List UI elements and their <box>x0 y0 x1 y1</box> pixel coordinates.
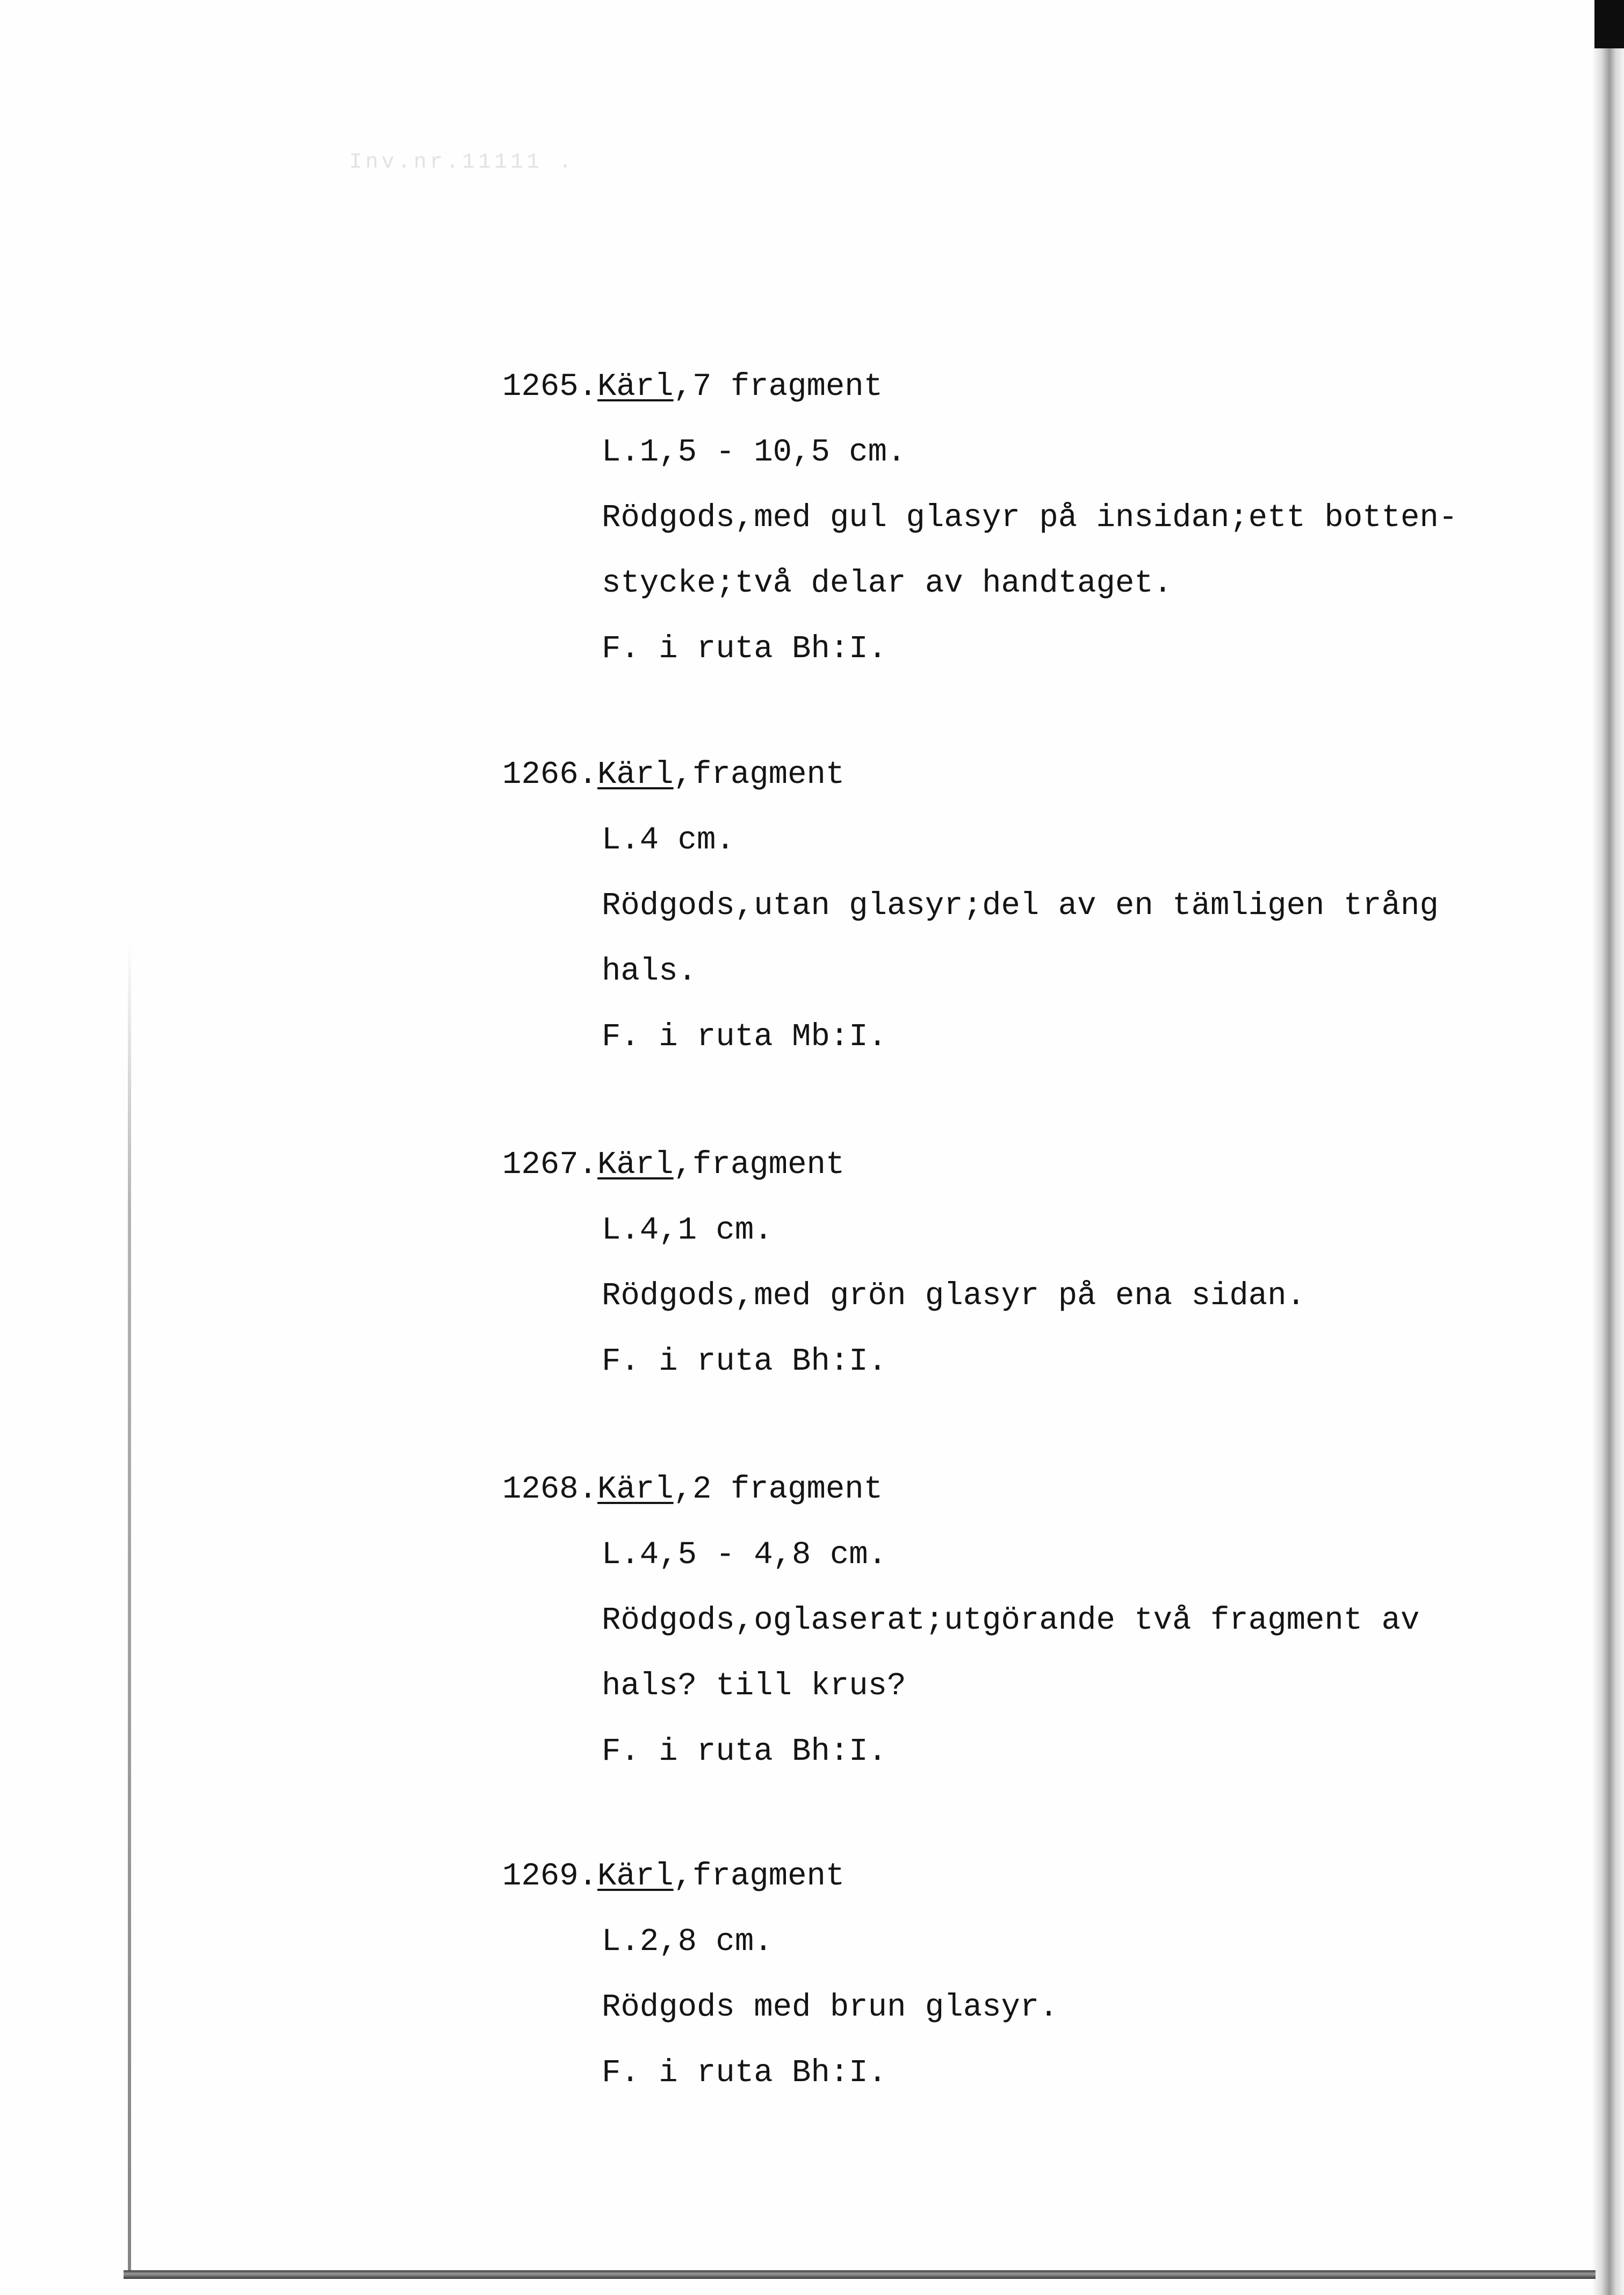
entry-find-location: F. i ruta Bh:I. <box>602 631 887 667</box>
entry-title <box>502 1860 845 1892</box>
entry-object: Kärl <box>597 1147 674 1183</box>
entry-find-location: F. i ruta Bh:I. <box>602 1733 887 1769</box>
entry-description-line: stycke;två delar av handtaget. <box>602 565 1173 601</box>
entry-description-line: hals? till krus? <box>602 1668 906 1704</box>
entry-title <box>502 757 845 793</box>
entry-description-line: Rödgods,utan glasyr;del av en tämligen trång <box>602 888 1439 924</box>
entry-description-line: Rödgods,med grön glasyr på ena sidan. <box>602 1278 1306 1314</box>
entry-object: Kärl <box>597 1471 674 1507</box>
entry-description-line: Rödgods med brun glasyr. <box>602 1989 1058 2025</box>
entry-dimension: L.1,5 - 10,5 cm. <box>602 434 906 470</box>
bleed-through-text: Inv.nr.11111 . <box>349 150 575 175</box>
entry-number: 1269. <box>502 1858 598 1894</box>
scan-bottom-edge <box>124 2270 1596 2279</box>
entry-dimension: L.4,5 - 4,8 cm. <box>602 1537 887 1573</box>
entry-qualifier: ,2 fragment <box>673 1471 883 1507</box>
entry-qualifier: ,fragment <box>673 1147 845 1183</box>
entry-object: Kärl <box>597 369 674 405</box>
entry-description-line: Rödgods,oglaserat;utgörande två fragment av <box>602 1602 1420 1638</box>
entry-title <box>502 1473 883 1505</box>
entry-find-location: F. i ruta Bh:I. <box>602 1343 887 1379</box>
scan-right-edge <box>1592 48 1624 2295</box>
entry-qualifier: ,7 fragment <box>673 369 883 405</box>
entry-title <box>502 1149 845 1181</box>
entry-find-location: F. i ruta Bh:I. <box>602 2055 887 2091</box>
entry-dimension: L.2,8 cm. <box>602 1924 773 1960</box>
entry-number: 1268. <box>502 1471 598 1507</box>
entry-number: 1267. <box>502 1147 598 1183</box>
scan-corner-shadow <box>1594 0 1624 51</box>
entry-qualifier: ,fragment <box>673 1858 845 1894</box>
entry-object: Kärl <box>597 757 674 793</box>
scan-left-edge <box>128 940 131 2273</box>
entry-find-location: F. i ruta Mb:I. <box>602 1019 887 1055</box>
entry-number: 1266. <box>502 757 598 793</box>
entry-dimension: L.4,1 cm. <box>602 1212 773 1248</box>
entry-number: 1265. <box>502 369 598 405</box>
entry-description-line: Rödgods,med gul glasyr på insidan;ett botten- <box>602 500 1458 536</box>
entry-dimension: L.4 cm. <box>602 822 735 858</box>
entry-qualifier: ,fragment <box>673 757 845 793</box>
entry-description-line: hals. <box>602 953 697 989</box>
entry-object: Kärl <box>597 1858 674 1894</box>
entry-title <box>502 369 883 405</box>
